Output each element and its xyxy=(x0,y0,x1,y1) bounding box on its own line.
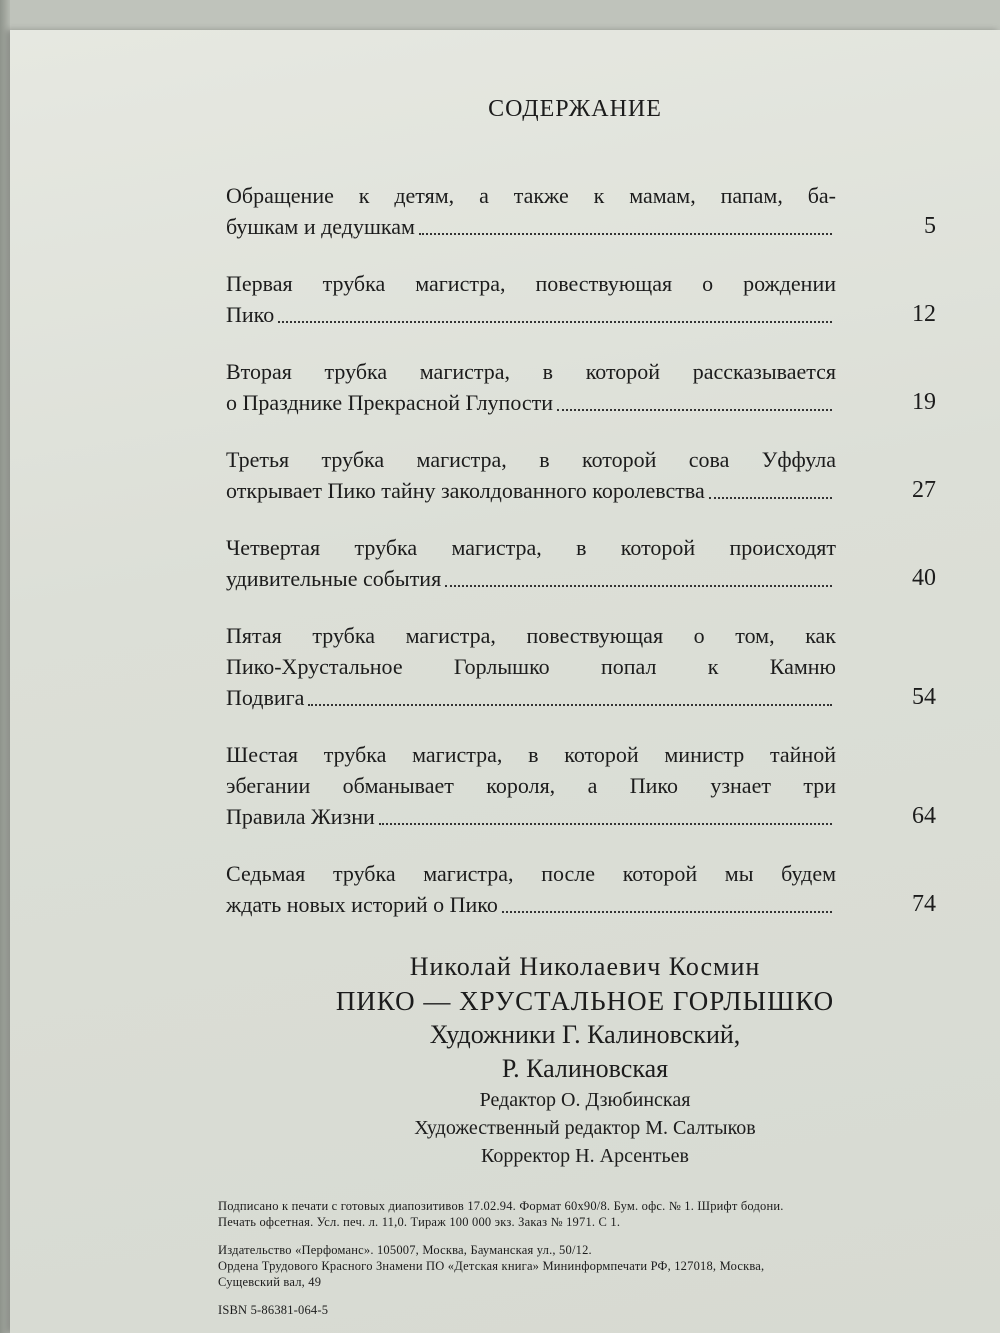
toc-entry xyxy=(226,268,946,330)
toc-page-number: 27 xyxy=(912,477,936,503)
toc-entry-line-text: эбегании обманывает короля, а Пико узнает три xyxy=(226,773,836,798)
toc-entry-line xyxy=(226,387,836,418)
toc-entry-text xyxy=(226,268,836,330)
toc-entry-line xyxy=(226,356,836,387)
toc-entry xyxy=(226,620,946,713)
toc-entry-line xyxy=(226,620,836,651)
dot-leader xyxy=(502,910,832,913)
toc-entry-line-text: Пятая трубка магистра, повествующая о том, как xyxy=(226,623,836,648)
toc-entry-text xyxy=(226,356,836,418)
toc-entry-line-text: Вторая трубка магистра, в которой рассказывается xyxy=(226,359,836,384)
toc-page-number: 40 xyxy=(912,565,936,591)
toc-entry-line-text: удивительные события xyxy=(226,566,442,591)
toc-page-number: 74 xyxy=(912,891,936,917)
toc-page-number: 19 xyxy=(912,389,936,415)
toc-entry-line xyxy=(226,268,836,299)
toc-entry-line xyxy=(226,180,836,211)
imprint-line-2: Печать офсетная. Усл. печ. л. 11,0. Тираж 100 000 экз. Заказ № 1971. С 1. xyxy=(218,1215,621,1229)
toc-entry-line xyxy=(226,682,836,713)
toc-entry-text xyxy=(226,739,836,832)
toc-entry-line xyxy=(226,858,836,889)
toc-entry xyxy=(226,444,946,506)
toc-entry-line xyxy=(226,211,836,242)
toc-entry-line-text: Правила Жизни xyxy=(226,804,375,829)
toc-entry-line-text: Шестая трубка магистра, в которой министр тайной xyxy=(226,742,836,767)
author-name: Николай Николаевич Космин xyxy=(409,952,761,981)
dot-leader xyxy=(278,320,832,323)
imprint-line-5: Сущевский вал, 49 xyxy=(218,1275,322,1289)
toc-entry-line xyxy=(226,532,836,563)
toc-entry-line-text: Седьмая трубка магистра, после которой мы будем xyxy=(226,861,836,886)
imprint-line-3: Издательство «Перфоманс». 105007, Москва, Бауманская ул., 50/12. xyxy=(218,1243,592,1257)
artists-line-2: Р. Калиновская xyxy=(501,1054,669,1083)
toc-entry-line-text: Обращение к детям, а также к мамам, папам, ба- xyxy=(226,183,836,208)
imprint xyxy=(218,1198,958,1330)
imprint-line-1: Подписано к печати с готовых диапозитивов 17.02.94. Формат 60х90/8. Бум. офс. № 1. Шрифт бодони. xyxy=(218,1199,784,1213)
toc-entry-line-text: о Празднике Прекрасной Глупости xyxy=(226,390,554,415)
imprint-line-4: Ордена Трудового Красного Знамени ПО «Детская книга» Мининформпечати РФ, 127018, Москва, xyxy=(218,1259,765,1273)
toc-entry-line-text: Подвига xyxy=(226,685,305,710)
toc-entry-line xyxy=(226,889,836,920)
toc-entry xyxy=(226,356,946,418)
toc-entry-line xyxy=(226,770,836,801)
toc-entry-text xyxy=(226,180,836,242)
toc-entry-line-text: Четвертая трубка магистра, в которой происходят xyxy=(226,535,836,560)
toc-entry xyxy=(226,739,946,832)
table-of-contents xyxy=(226,180,946,946)
toc-entry-line-text: бушкам и дедушкам xyxy=(226,214,415,239)
toc-title: СОДЕРЖАНИЕ xyxy=(488,96,662,122)
proofreader-credit: Корректор Н. Арсентьев xyxy=(481,1145,689,1167)
toc-entry-line xyxy=(226,739,836,770)
editor-credit: Редактор О. Дзюбинская xyxy=(479,1089,691,1111)
toc-entry-line xyxy=(226,801,836,832)
dot-leader xyxy=(379,822,832,825)
toc-entry-text xyxy=(226,858,836,920)
toc-entry-line xyxy=(226,563,836,594)
credits xyxy=(160,950,1000,1170)
isbn: ISBN 5-86381-064-5 xyxy=(218,1303,329,1317)
toc-page-number: 64 xyxy=(912,803,936,829)
toc-entry-text xyxy=(226,532,836,594)
toc-entry-line xyxy=(226,299,836,330)
book-title: ПИКО — ХРУСТАЛЬНОЕ ГОРЛЫШКО xyxy=(335,986,835,1016)
toc-entry-text xyxy=(226,444,836,506)
toc-entry-text xyxy=(226,620,836,713)
toc-entry-line-text: ждать новых историй о Пико xyxy=(226,892,498,917)
toc-entry-line-text: Пико-Хрустальное Горлышко попал к Камню xyxy=(226,654,836,679)
art-editor-credit: Художественный редактор М. Салтыков xyxy=(414,1117,756,1139)
toc-entry xyxy=(226,180,946,242)
toc-entry-line-text: открывает Пико тайну заколдованного королевства xyxy=(226,478,705,503)
artists-line-1: Художники Г. Калиновский, xyxy=(429,1020,741,1049)
toc-page-number: 12 xyxy=(912,301,936,327)
toc-entry xyxy=(226,858,946,920)
toc-entry-line xyxy=(226,475,836,506)
dot-leader xyxy=(557,408,832,411)
toc-page-number: 54 xyxy=(912,684,936,710)
toc-entry-line-text: Третья трубка магистра, в которой сова Уффула xyxy=(226,447,836,472)
toc-entry xyxy=(226,532,946,594)
dot-leader xyxy=(308,703,832,706)
dot-leader xyxy=(419,232,832,235)
dot-leader xyxy=(709,496,832,499)
toc-entry-line xyxy=(226,444,836,475)
toc-entry-line xyxy=(226,651,836,682)
toc-entry-line-text: Пико xyxy=(226,302,275,327)
toc-entry-line-text: Первая трубка магистра, повествующая о рождении xyxy=(226,271,836,296)
toc-page-number: 5 xyxy=(924,213,936,239)
dot-leader xyxy=(445,584,832,587)
page-edge xyxy=(0,0,10,1333)
